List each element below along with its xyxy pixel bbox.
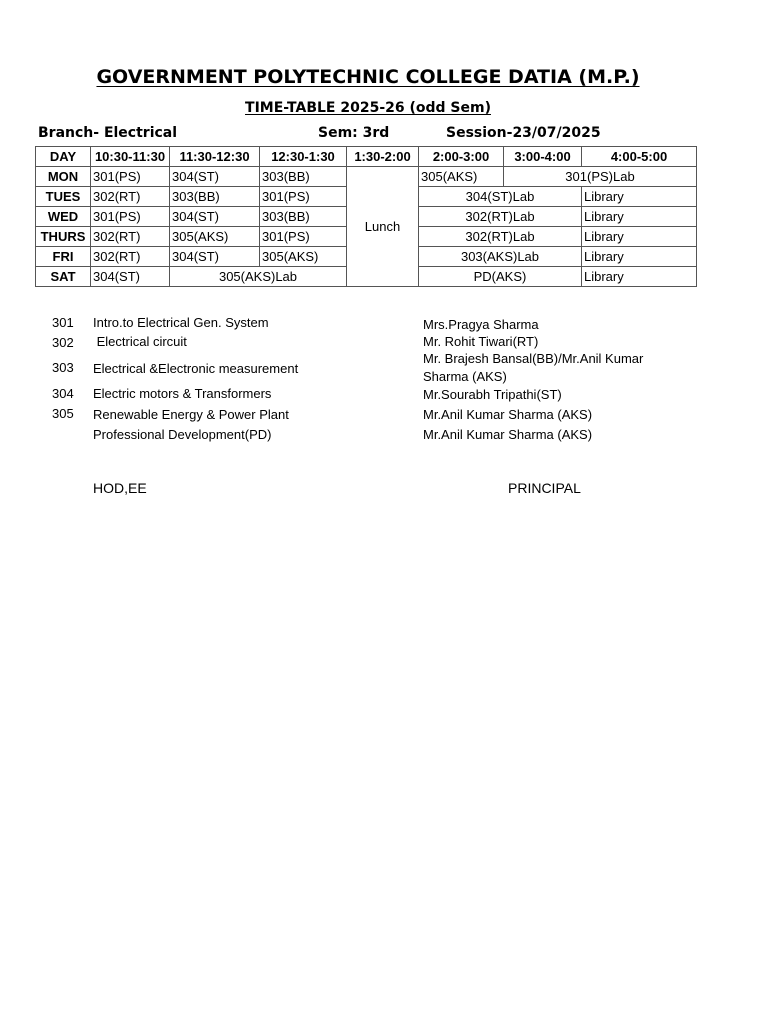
table-row bbox=[36, 167, 697, 187]
class-cell: 305(AKS) bbox=[170, 227, 260, 247]
hod-signature-label: HOD,EE bbox=[93, 480, 147, 496]
subject-name: Electric motors & Transformers bbox=[93, 386, 272, 401]
class-cell: 303(BB) bbox=[260, 207, 347, 227]
library-cell: Library bbox=[582, 267, 697, 287]
semester-label: Sem: 3rd bbox=[318, 125, 390, 141]
faculty-name: Mr.Anil Kumar Sharma (AKS) bbox=[423, 427, 593, 442]
college-title: GOVERNMENT POLYTECHNIC COLLEGE DATIA (M.P.) bbox=[96, 66, 640, 88]
subject-name: Renewable Energy & Power Plant bbox=[93, 407, 289, 422]
class-cell: 302(RT) bbox=[91, 187, 170, 207]
lab-cell: 301(PS)Lab bbox=[504, 167, 697, 187]
header-slot-7: 4:00-5:00 bbox=[582, 147, 697, 167]
class-cell: 305(AKS) bbox=[260, 247, 347, 267]
faculty-name: Mr.Sourabh Tripathi(ST) bbox=[423, 387, 562, 402]
day-cell: SAT bbox=[36, 267, 91, 287]
subject-name: Intro.to Electrical Gen. System bbox=[93, 315, 269, 330]
subject-code: 303 bbox=[52, 360, 74, 375]
faculty-name: Mr. Rohit Tiwari(RT) bbox=[423, 334, 539, 349]
class-cell: 301(PS) bbox=[91, 167, 170, 187]
library-cell: Library bbox=[582, 247, 697, 267]
lab-cell: 302(RT)Lab bbox=[419, 227, 582, 247]
faculty-name: Mr.Anil Kumar Sharma (AKS) bbox=[423, 407, 593, 422]
branch-label: Branch- Electrical bbox=[38, 125, 178, 141]
subject-code: 302 bbox=[52, 335, 74, 350]
library-cell: Library bbox=[582, 207, 697, 227]
class-cell: 304(ST) bbox=[170, 167, 260, 187]
subject-code: 304 bbox=[52, 386, 74, 401]
header-row bbox=[36, 147, 697, 167]
timetable-title: TIME-TABLE 2025-26 (odd Sem) bbox=[245, 100, 491, 116]
header-slot-4: 1:30-2:00 bbox=[347, 147, 419, 167]
faculty-name: Mr. Brajesh Bansal(BB)/Mr.Anil Kumar bbox=[423, 351, 644, 366]
class-cell: 301(PS) bbox=[91, 207, 170, 227]
principal-signature-label: PRINCIPAL bbox=[508, 480, 581, 496]
class-cell: 302(RT) bbox=[91, 227, 170, 247]
class-cell: 303(BB) bbox=[260, 167, 347, 187]
lab-cell: 305(AKS)Lab bbox=[170, 267, 347, 287]
header-slot-6: 3:00-4:00 bbox=[504, 147, 582, 167]
lunch-cell: Lunch bbox=[347, 167, 419, 287]
day-cell: MON bbox=[36, 167, 91, 187]
faculty-name: Mrs.Pragya Sharma bbox=[423, 317, 539, 332]
header-slot-3: 12:30-1:30 bbox=[260, 147, 347, 167]
faculty-name: Sharma (AKS) bbox=[423, 369, 507, 384]
header-slot-2: 11:30-12:30 bbox=[170, 147, 260, 167]
header-slot-5: 2:00-3:00 bbox=[419, 147, 504, 167]
class-cell: 304(ST) bbox=[170, 207, 260, 227]
lab-cell: 303(AKS)Lab bbox=[419, 247, 582, 267]
subject-name: Electrical &Electronic measurement bbox=[93, 361, 299, 376]
lab-cell: 302(RT)Lab bbox=[419, 207, 582, 227]
day-cell: FRI bbox=[36, 247, 91, 267]
subject-code: 305 bbox=[52, 406, 74, 421]
subject-code: 301 bbox=[52, 315, 74, 330]
class-cell: 305(AKS) bbox=[419, 167, 504, 187]
day-cell: THURS bbox=[36, 227, 91, 247]
class-cell: 301(PS) bbox=[260, 187, 347, 207]
library-cell: Library bbox=[582, 227, 697, 247]
class-cell: 302(RT) bbox=[91, 247, 170, 267]
class-cell: 303(BB) bbox=[170, 187, 260, 207]
header-slot-1: 10:30-11:30 bbox=[91, 147, 170, 167]
day-cell: WED bbox=[36, 207, 91, 227]
subject-name: Professional Development(PD) bbox=[93, 427, 272, 442]
lab-cell: 304(ST)Lab bbox=[419, 187, 582, 207]
day-cell: TUES bbox=[36, 187, 91, 207]
class-cell: 301(PS) bbox=[260, 227, 347, 247]
timetable bbox=[35, 146, 697, 287]
class-cell: 304(ST) bbox=[91, 267, 170, 287]
header-day: DAY bbox=[36, 147, 91, 167]
class-cell: 304(ST) bbox=[170, 247, 260, 267]
class-cell: PD(AKS) bbox=[419, 267, 582, 287]
library-cell: Library bbox=[582, 187, 697, 207]
session-label: Session-23/07/2025 bbox=[446, 125, 601, 141]
subject-name: Electrical circuit bbox=[93, 334, 187, 349]
